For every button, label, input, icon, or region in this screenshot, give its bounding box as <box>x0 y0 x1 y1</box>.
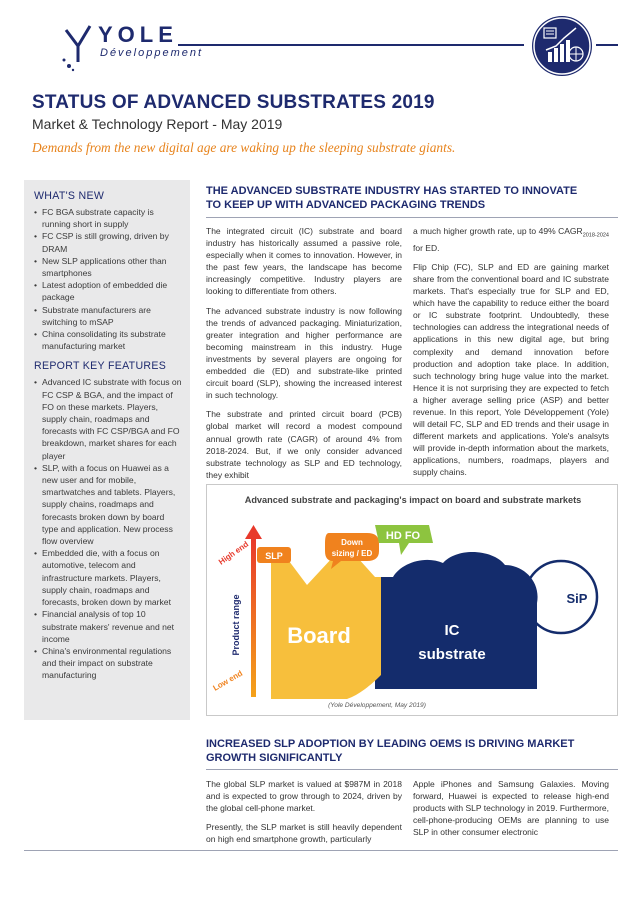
list-item: • New SLP applications other than smartphones <box>34 255 182 279</box>
list-item: • FC CSP is still growing, driven by DRAM <box>34 230 182 254</box>
y-axis-label: Product range <box>231 594 241 656</box>
down-label: Down <box>341 538 363 547</box>
list-item: • Latest adoption of embedded die package <box>34 279 182 303</box>
section1-heading-line1: THE ADVANCED SUBSTRATE INDUSTRY HAS STARTED TO INNOVATE <box>206 185 578 197</box>
list-item: • Embedded die, with a focus on automotive, telecom and infrastructure markets. Players, supply chain, roadmaps and forecasts, broken down by market <box>34 547 182 608</box>
paragraph: The substrate and printed circuit board (PCB) global market will record a modest compound annual growth rate (CAGR) of around 4% from 2018-2024. But, if we only consider advanced substrate technology as SLP and ED technology, they exhibit <box>206 409 402 480</box>
section1-rule <box>206 217 618 218</box>
cagr-text: a much higher growth rate, up to 49% CAGR <box>413 226 583 236</box>
ic-substrate-shape <box>375 552 538 689</box>
product-range-arrow <box>251 537 256 697</box>
paragraph: The global SLP market is valued at $987M in 2018 and is expected to grow through to 2024, driven by the global cell-phone market. <box>206 779 402 814</box>
key-features-heading: REPORT KEY FEATURES <box>34 360 167 373</box>
header-line-left <box>178 44 524 46</box>
paragraph: Flip Chip (FC), SLP and ED are gaining market share from the conventional board and IC substrate markets. That's especially true for SLP and ED, which have the capability to reduce either the board or IC substrate footprint. Undoubtedly, these technologies can address the integrational needs of applications in this new digital age, but bring complexity and demand innovation before production and adoption take place. In addition, such technology bring huge value into the market. Hence it is not surprising they are expected to fetch a higher average selling price (ASP) and better revenue. In this report, Yole Développement (Yole) will detail FC, SLP and ED trends and their usage in different markets and applications. Yole's analsyts will provide in-depth information about the markets, applications, numbers, roadmaps, players and supply chains. <box>413 261 609 478</box>
list-item: • Advanced IC substrate with focus on FC CSP & BGA, and the impact of FO on these markets. Players, supply chain, roadmaps and forecasts with FC CSP/BGA and FO breakdown, market shares for each player <box>34 376 182 461</box>
section1-left-column <box>206 225 402 488</box>
page-title: STATUS OF ADVANCED SUBSTRATES 2019 <box>32 92 435 113</box>
page-header <box>0 0 638 90</box>
list-item: • Financial analysis of top 10 substrate makers' revenue and net income <box>34 608 182 645</box>
sidebar <box>24 180 190 720</box>
paragraph: Presently, the SLP market is still heavily dependent on high end smartphone growth, particularly <box>206 822 402 845</box>
figure-diagram <box>207 485 619 717</box>
hdfo-label: HD FO <box>385 530 421 542</box>
section2-heading <box>206 737 618 765</box>
whats-new-list <box>34 206 182 352</box>
ic-label: IC <box>444 622 460 639</box>
report-badge <box>532 16 592 76</box>
section2-rule <box>206 769 618 770</box>
section2-right-column <box>413 778 609 845</box>
paragraph: Apple iPhones and Samsung Galaxies. Moving forward, Huawei is expected to release high-end products with SLP technology in 2019. Furthermore, cell-phone-producing OEMs are planning to use SLP in other consumer electronic <box>413 779 609 838</box>
section2-heading-line2: GROWTH SIGNIFICANTLY <box>206 752 343 764</box>
section1-heading <box>206 184 618 212</box>
sip-label: SiP <box>566 591 588 606</box>
figure-source: (Yole Développement, May 2019) <box>328 702 426 709</box>
page-tagline: Demands from the new digital age are waking up the sleeping substrate giants. <box>32 140 456 155</box>
logo-sub: Développement <box>100 47 204 59</box>
arrow-head-icon <box>245 525 262 539</box>
whats-new-heading: WHAT'S NEW <box>34 190 105 202</box>
section2-heading-line1: INCREASED SLP ADOPTION BY LEADING OEMS IS DRIVING MARKET <box>206 738 575 750</box>
logo-brand: YOLE <box>98 22 178 47</box>
list-item: • China consolidating its substrate manufacturing market <box>34 328 182 352</box>
figure-title: Advanced substrate and packaging's impact on board and substrate markets <box>244 495 582 505</box>
paragraph: The integrated circuit (IC) substrate and board industry has historically assumed a passive role, especially when it comes to innovation. However, in the past few years, the landscape has become increasingly competitive. Industry players are looking to differentiate from others. <box>206 226 402 297</box>
report-badge-icon <box>532 16 592 76</box>
substrate-impact-figure <box>206 484 618 716</box>
yole-logo-mark-icon <box>60 22 100 72</box>
paragraph <box>413 225 609 254</box>
paragraph: The advanced substrate industry is now following the trends of advanced packaging. Miniaturization, greater integration and higher performance are becoming mainstream in this industry. Huge investments by several players are ongoing for embedded die (ED) and substrate-like printed circuit board (SLP), showing the increased interest in such technology. <box>206 305 402 401</box>
slp-label: SLP <box>265 551 283 561</box>
page-subtitle: Market & Technology Report - May 2019 <box>32 116 283 132</box>
header-line-right <box>596 44 618 46</box>
cagr-suffix: for ED. <box>413 242 440 253</box>
low-end-label: Low end <box>211 668 245 693</box>
list-item: • FC BGA substrate capacity is running short in supply <box>34 206 182 230</box>
board-label: Board <box>287 623 351 648</box>
section1-right-column <box>413 225 609 486</box>
substrate-label: substrate <box>418 646 486 663</box>
footer-rule <box>24 850 618 851</box>
section2-left-column <box>206 778 402 852</box>
list-item: • Substrate manufacturers are switching to mSAP <box>34 304 182 328</box>
key-features-list <box>34 376 182 681</box>
high-end-label: High end <box>216 539 251 567</box>
section1-heading-line2: TO KEEP UP WITH ADVANCED PACKAGING TRENDS <box>206 199 486 211</box>
list-item: • SLP, with a focus on Huawei as a new user and for mobile, smartwatches and tablets. Players, supply chains, roadmaps and forecasts broken down by board type and application. New process flow overview <box>34 462 182 547</box>
sizing-ed-label: sizing / ED <box>331 549 373 558</box>
yole-logo <box>60 22 204 72</box>
list-item: • China's environmental regulations and their impact on substrate manufacturing <box>34 645 182 682</box>
cagr-period: 2018-2024 <box>582 232 609 239</box>
